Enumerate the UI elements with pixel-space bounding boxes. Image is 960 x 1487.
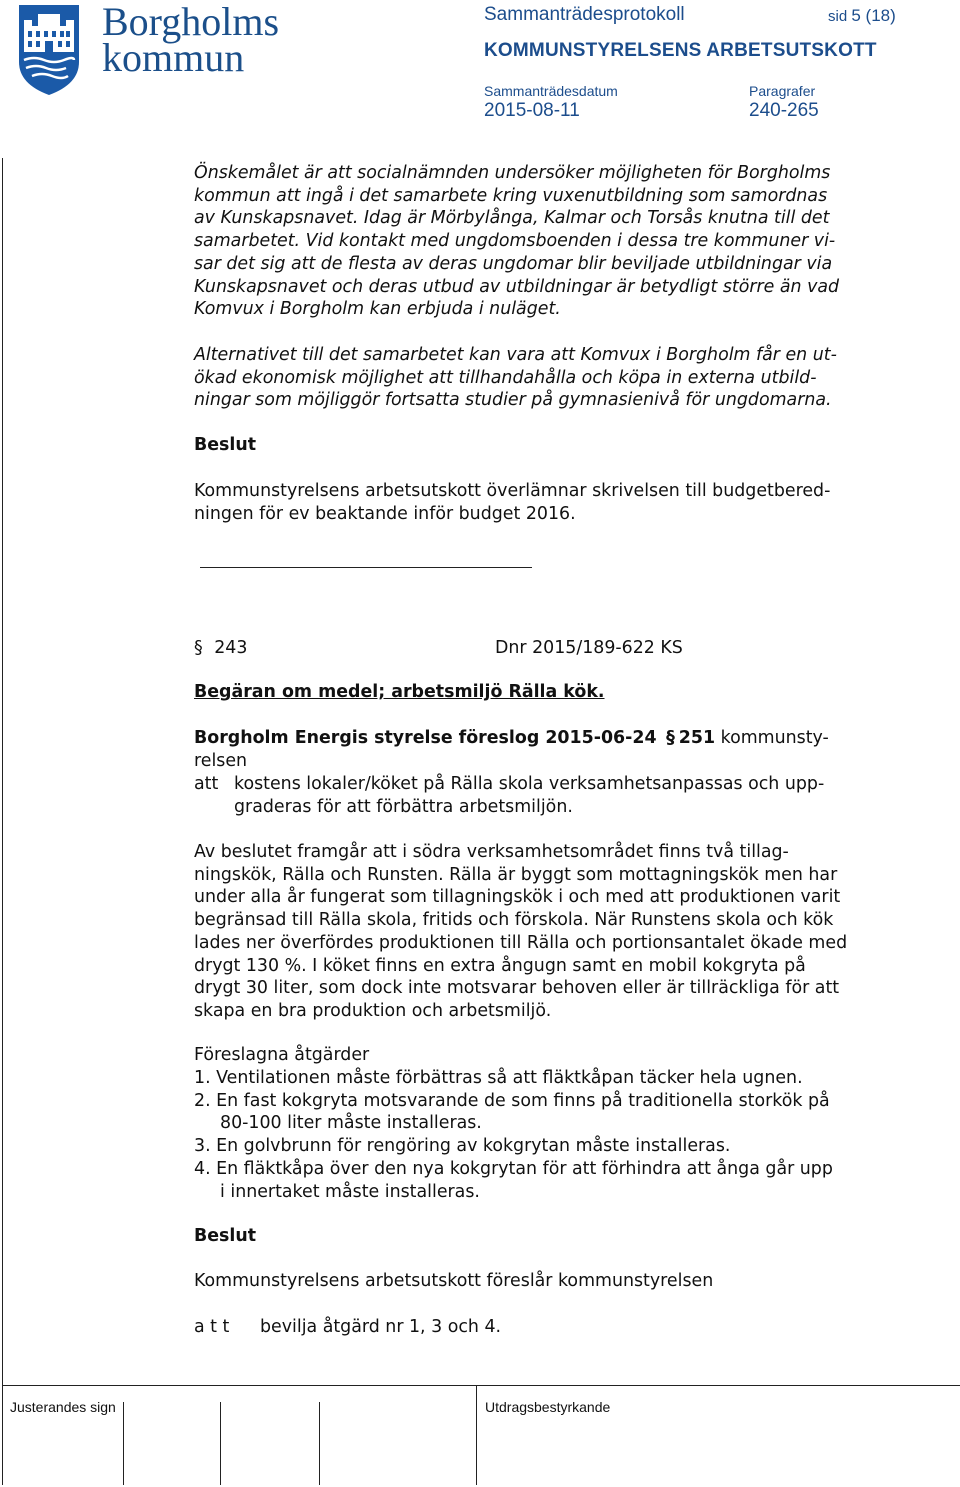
text-line: sar det sig att de flesta av deras ungdomar blir beviljade utbildningar via	[194, 253, 833, 274]
decision-text-2: Kommunstyrelsens arbetsutskott föreslår kommunstyrelsen	[194, 1271, 714, 1291]
measures-heading: Föreslagna åtgärder	[194, 1045, 370, 1065]
proposal-line	[194, 727, 829, 750]
coat-of-arms-icon	[18, 4, 80, 96]
att-word-spaced: a t t	[194, 1317, 230, 1337]
footer-divider	[2, 1385, 960, 1386]
page-indicator	[828, 6, 896, 26]
item-title: Begäran om medel; arbetsmiljö Rälla kök.	[194, 682, 605, 702]
text-line: Komvux i Borgholm kan erbjuda i nuläget.	[194, 299, 561, 320]
sign-box-divider-2	[220, 1402, 221, 1485]
measures-list	[194, 1067, 833, 1203]
text-line: begränsad till Rälla skola, fritids och förskola. När Runstens skola och kök	[194, 910, 834, 931]
decision-text	[194, 480, 830, 525]
text-line: Kunskapsnavet och deras utbud av utbildningar är betydligt större än vad	[194, 276, 840, 297]
text-line: Önskemålet är att socialnämnden undersöker möjligheten för Borgholms	[194, 163, 831, 183]
text-line: skapa en bra produktion och arbetsmiljö.	[194, 1000, 552, 1021]
text-line: ningar som möjliggör fortsatta studier på gymnasienivå för ungdomarna.	[194, 390, 832, 411]
text-line: drygt 30 liter, som dock inte motsvarar behoven eller är tillräckliga för att	[194, 978, 840, 999]
footer-sign-label: Justerandes sign	[10, 1399, 116, 1415]
item-number: 243	[214, 638, 248, 658]
sign-box-divider-3	[319, 1402, 320, 1485]
att-line-2: graderas för att förbättra arbetsmiljön.	[234, 797, 573, 817]
text-line: Av beslutet framgår att i södra verksamhetsområdet finns två tillag-	[194, 842, 789, 862]
text-line: ningskök, Rälla och Runsten. Rälla är byggt som mottagningskök men har	[194, 864, 838, 885]
list-item: 4. En fläktkåpa över den nya kokgrytan för att förhindra att ånga går upp	[194, 1158, 833, 1179]
footer-extract-label: Utdragsbestyrkande	[485, 1399, 611, 1415]
proposal-paragraph-number: 251	[678, 728, 716, 748]
paragraphs-label: Paragrafer	[749, 83, 816, 99]
att-clause	[194, 773, 824, 796]
item-body-paragraph	[194, 841, 847, 1023]
text-line: lades ner överfördes produktionen till Rälla och portionsantalet ökade med	[194, 932, 848, 953]
intro-paragraph	[194, 162, 839, 321]
list-item: 1. Ventilationen måste förbättras så att fläktkåpan täcker hela ugnen.	[194, 1068, 803, 1088]
list-item-continuation: i innertaket måste installeras.	[220, 1181, 480, 1202]
decision-heading-2: Beslut	[194, 1226, 257, 1246]
text-line: ökad ekonomisk möjlighet att tillhandahålla och köpa in externa utbild-	[194, 367, 817, 388]
footer-column-divider	[476, 1385, 477, 1485]
text-line: ningen för ev beaktande inför budget 2016.	[194, 503, 576, 524]
sid-label: sid	[828, 8, 848, 25]
doc-type-title: Sammanträdesprotokoll	[484, 4, 685, 25]
date-value: 2015-08-11	[484, 100, 580, 121]
date-label: Sammanträdesdatum	[484, 83, 618, 99]
list-item: 2. En fast kokgryta motsvarande de som finns på traditionella storkök på	[194, 1090, 830, 1111]
item-number-row	[194, 637, 247, 660]
section-sign: §	[666, 728, 675, 748]
decision-att-clause	[194, 1316, 501, 1339]
att-word: att	[194, 774, 219, 794]
list-item: 3. En golvbrunn för rengöring av kokgrytan måste installeras.	[194, 1136, 731, 1157]
page-frame-left	[2, 158, 3, 1485]
text-line: Kommunstyrelsens arbetsutskott överlämnar skrivelsen till budgetbered-	[194, 481, 831, 501]
section-separator	[200, 567, 532, 568]
alternative-paragraph	[194, 344, 837, 412]
page-number: 5 (18)	[851, 6, 896, 25]
att-line-1: kostens lokaler/köket på Rälla skola verksamhetsanpassas och upp-	[234, 774, 825, 794]
paragraphs-value: 240-265	[749, 100, 819, 121]
text-line: samarbetet. Vid kontakt med ungdomsboenden i dessa tre kommuner vi-	[194, 231, 836, 252]
text-line: under alla år fungerat som tillagningskök i och med att produktionen varit	[194, 887, 841, 908]
sign-box-divider-1	[123, 1402, 124, 1485]
decision-att-text: bevilja åtgärd nr 1, 3 och 4.	[260, 1317, 502, 1337]
logo-wordmark-line2: kommun	[102, 35, 245, 80]
text-line: Alternativet till det samarbetet kan vara att Komvux i Borgholm får en ut-	[194, 345, 837, 365]
committee-name: KOMMUNSTYRELSENS ARBETSUTSKOTT	[484, 40, 877, 61]
decision-heading: Beslut	[194, 435, 257, 455]
proposal-bold: Borgholm Energis styrelse föreslog 2015-06-24	[194, 728, 657, 748]
proposal-rest: kommunsty-	[715, 728, 829, 748]
section-sign: §	[194, 638, 203, 658]
logo-wordmark-line1: Borgholms	[102, 0, 280, 44]
proposal-line-2: relsen	[194, 751, 248, 771]
municipality-logo	[18, 4, 80, 96]
list-item-continuation: 80-100 liter måste installeras.	[220, 1113, 482, 1134]
text-line: kommun att ingå i det samarbete kring vuxenutbildning som samordnas	[194, 185, 828, 206]
text-line: av Kunskapsnavet. Idag är Mörbylånga, Kalmar och Torsås knutna till det	[194, 208, 830, 229]
text-line: drygt 130 %. I köket finns en extra ångugn samt en mobil kokgryta på	[194, 955, 806, 976]
item-dnr: Dnr 2015/189-622 KS	[495, 638, 683, 658]
